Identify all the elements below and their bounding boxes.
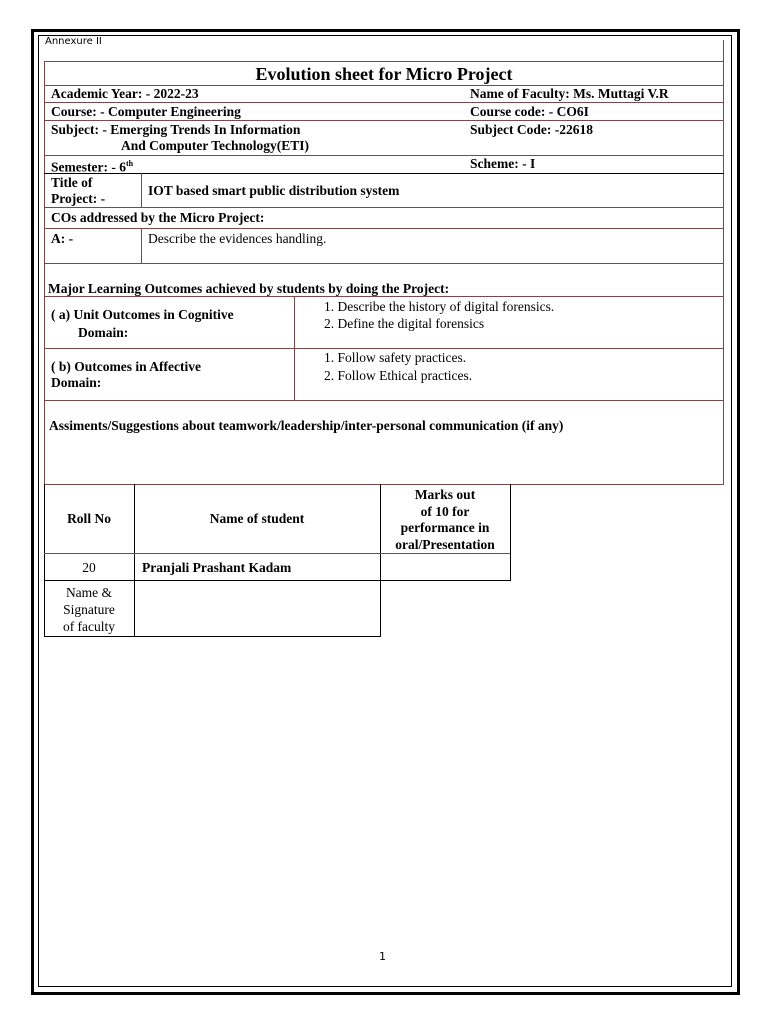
assignments-heading: Assiments/Suggestions about teamwork/leadership/inter-personal communication (if any) — [49, 418, 564, 433]
subject-code: Subject Code: -22618 — [470, 122, 593, 137]
student-name: Pranjali Prashant Kadam — [142, 560, 292, 575]
course-code: Course code: - CO6I — [470, 104, 589, 119]
marks-table-line — [510, 484, 511, 581]
affective-item: 1. Follow safety practices. — [324, 350, 467, 365]
semester — [51, 156, 133, 176]
table-divider — [141, 173, 142, 207]
academic-year: Academic Year: - 2022-23 — [51, 86, 199, 101]
col-roll-header: Roll No — [67, 511, 111, 526]
project-title-label-1: Title of — [51, 175, 93, 190]
semester-text: Semester: - 6 — [51, 159, 126, 175]
table-line — [44, 263, 724, 264]
subject-line-1: Subject: - Emerging Trends In Information — [51, 122, 301, 137]
table-line — [44, 207, 724, 208]
table-line — [44, 61, 724, 62]
affective-item: 2. Follow Ethical practices. — [324, 368, 473, 383]
student-roll: 20 — [82, 560, 96, 575]
col-marks-header-line: performance in — [400, 520, 490, 535]
affective-label-1: ( b) Outcomes in Affective — [51, 359, 201, 374]
cognitive-item: 2. Define the digital forensics — [324, 316, 485, 331]
table-line — [44, 400, 724, 401]
col-marks-header-line: of 10 for — [420, 504, 470, 519]
affective-label-2: Domain: — [51, 375, 102, 390]
faculty-sign-label-line: Name & — [65, 585, 113, 600]
table-left-edge — [44, 61, 45, 485]
semester-sup: th — [125, 159, 134, 168]
table-line — [44, 484, 724, 485]
project-title: IOT based smart public distribution system — [148, 183, 400, 198]
page-number: 1 — [379, 950, 386, 963]
col-marks-header-line: oral/Presentation — [395, 537, 495, 552]
cognitive-label-2: Domain: — [78, 325, 129, 340]
cognitive-item: 1. Describe the history of digital forensics. — [324, 299, 555, 314]
table-divider — [294, 296, 295, 400]
marks-table-line — [44, 553, 510, 554]
col-name-header: Name of student — [209, 511, 305, 526]
cognitive-label-1: ( a) Unit Outcomes in Cognitive — [51, 307, 234, 322]
table-line — [44, 173, 724, 174]
faculty-sign-label-line: Signature — [63, 602, 115, 617]
col-marks-header-line: Marks out — [414, 487, 476, 502]
project-title-label-2: Project: - — [51, 191, 106, 206]
table-divider — [141, 228, 142, 263]
table-line — [44, 102, 724, 103]
marks-table-line — [44, 636, 380, 637]
major-outcomes-heading: Major Learning Outcomes achieved by students by doing the Project: — [48, 281, 450, 296]
co-text: Describe the evidences handling. — [148, 231, 327, 246]
table-line — [44, 228, 724, 229]
marks-table-line — [44, 580, 510, 581]
course: Course: - Computer Engineering — [51, 104, 241, 119]
marks-table-line — [134, 484, 135, 637]
faculty-sign-label-line: of faculty — [62, 619, 116, 634]
cos-heading: COs addressed by the Micro Project: — [51, 210, 265, 225]
subject-line-2: And Computer Technology(ETI) — [121, 138, 310, 153]
scheme: Scheme: - I — [470, 156, 536, 171]
page-title: Evolution sheet for Micro Project — [255, 64, 513, 84]
annexure-label: Annexure II — [45, 36, 102, 47]
faculty-name: Name of Faculty: Ms. Muttagi V.R — [470, 86, 669, 101]
table-line — [44, 120, 724, 121]
table-line — [44, 155, 724, 156]
table-line — [44, 348, 724, 349]
co-label: A: - — [51, 231, 74, 246]
